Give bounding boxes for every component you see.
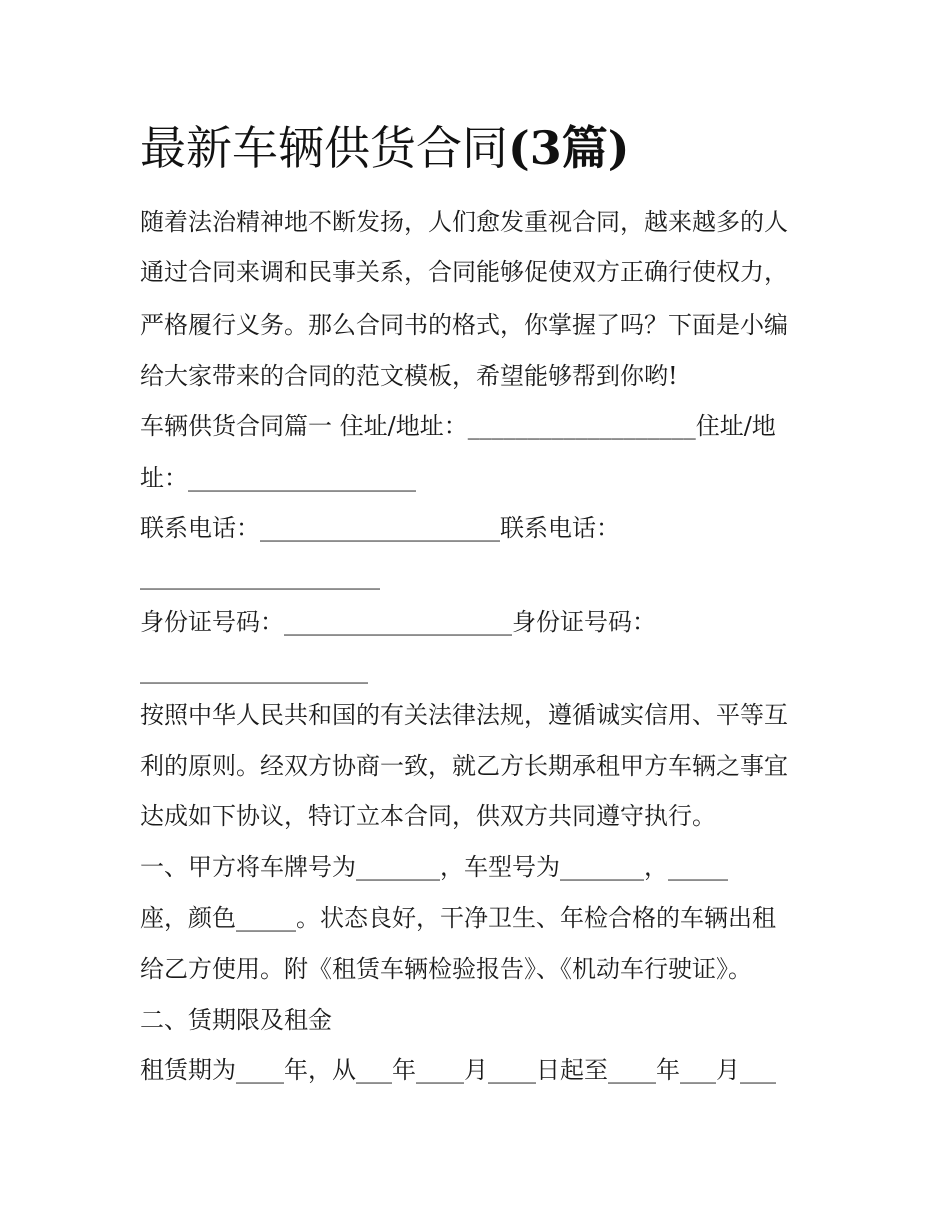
clause-1-line-3: 给乙方使用。附《租赁车辆检验报告》、《机动车行驶证》。 xyxy=(140,955,752,983)
phone-line-1: 联系电话：____________________联系电话： xyxy=(140,514,620,542)
intro-line-3: 严格履行义务。那么合同书的格式，你掌握了吗？下面是小编 xyxy=(140,311,788,339)
document-title xyxy=(140,118,630,178)
id-line-2: ___________________ xyxy=(140,656,368,684)
preamble-line-2: 利的原则。经双方协商一致，就乙方长期承租甲方车辆之事宜 xyxy=(140,752,788,780)
address-line-1: 车辆供货合同篇一 住址/地址：___________________住址/地 xyxy=(140,412,776,440)
clause-1-line-2: 座，颜色_____。状态良好，干净卫生、年检合格的车辆出租 xyxy=(140,904,776,932)
intro-line-4: 给大家带来的合同的范文模板，希望能够帮到你哟! xyxy=(140,362,678,390)
clause-2-line-1: 租赁期为____年，从___年____月____日起至____年___月___ xyxy=(140,1056,776,1084)
intro-line-1: 随着法治精神地不断发扬，人们愈发重视合同，越来越多的人 xyxy=(140,208,788,236)
preamble-line-1: 按照中华人民共和国的有关法律法规，遵循诚实信用、平等互 xyxy=(140,701,788,729)
title-suffix: (3篇) xyxy=(508,121,630,175)
preamble-line-3: 达成如下协议，特订立本合同，供双方共同遵守执行。 xyxy=(140,802,716,830)
intro-line-2: 通过合同来调和民事关系，合同能够促使双方正确行使权力， xyxy=(140,258,788,286)
id-line-1: 身份证号码：___________________身份证号码： xyxy=(140,608,656,636)
clause-1-line-1: 一、甲方将车牌号为_______，车型号为_______，_____ xyxy=(140,853,728,881)
phone-line-2: ____________________ xyxy=(140,562,380,590)
clause-2-heading: 二、赁期限及租金 xyxy=(140,1006,332,1034)
address-line-2: 址：___________________ xyxy=(140,464,416,492)
title-main: 最新车辆供货合同 xyxy=(140,121,508,175)
